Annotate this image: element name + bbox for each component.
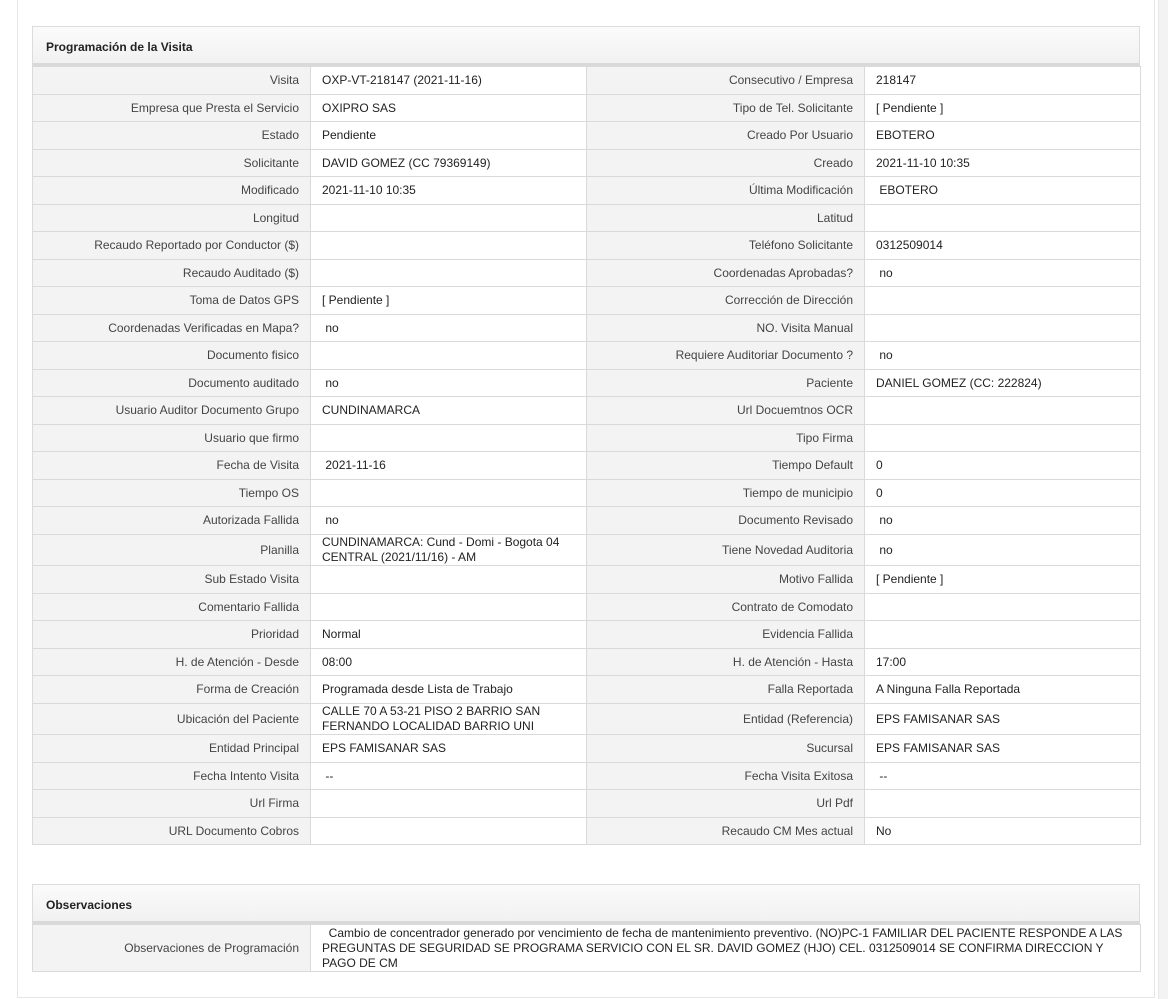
field-label: Modificado <box>33 177 311 205</box>
detail-row <box>33 594 1141 621</box>
vertical-scrollbar[interactable] <box>1158 0 1168 999</box>
visit-details-table <box>32 66 1141 845</box>
field-label: Url Firma <box>33 790 311 818</box>
detail-row <box>33 621 1141 649</box>
detail-row <box>33 507 1141 535</box>
field-label: H. de Atención - Desde <box>33 649 311 676</box>
field-label: Url Docuemtnos OCR <box>587 397 865 425</box>
field-label: NO. Visita Manual <box>587 315 865 342</box>
field-value <box>311 566 587 594</box>
field-value: [ Pendiente ] <box>865 95 1141 122</box>
observations-table <box>32 924 1141 972</box>
field-value <box>311 342 587 370</box>
observations-label: Observaciones de Programación <box>33 925 311 972</box>
field-label: Creado <box>587 150 865 177</box>
field-value: no <box>311 507 587 535</box>
field-value: [ Pendiente ] <box>311 287 587 315</box>
detail-row <box>33 535 1141 566</box>
field-value: A Ninguna Falla Reportada <box>865 676 1141 704</box>
field-value: OXIPRO SAS <box>311 95 587 122</box>
field-value <box>865 790 1141 818</box>
field-value: no <box>311 315 587 342</box>
field-value: no <box>311 370 587 397</box>
field-label: Última Modificación <box>587 177 865 205</box>
field-value: [ Pendiente ] <box>865 566 1141 594</box>
detail-row <box>33 452 1141 480</box>
field-label: Corrección de Dirección <box>587 287 865 315</box>
field-value: CUNDINAMARCA: Cund - Domi - Bogota 04 CENTRAL (2021/11/16) - AM <box>311 535 587 566</box>
field-label: Coordenadas Verificadas en Mapa? <box>33 315 311 342</box>
field-label: Recaudo Auditado ($) <box>33 260 311 287</box>
field-value <box>311 205 587 232</box>
field-label: Entidad Principal <box>33 735 311 763</box>
field-value: 17:00 <box>865 649 1141 676</box>
field-label: Toma de Datos GPS <box>33 287 311 315</box>
detail-row <box>33 704 1141 735</box>
field-value: -- <box>311 763 587 790</box>
observations-row <box>33 925 1141 972</box>
field-value <box>865 397 1141 425</box>
field-label: Autorizada Fallida <box>33 507 311 535</box>
field-label: Estado <box>33 122 311 150</box>
field-value <box>311 480 587 507</box>
field-value: 2021-11-10 10:35 <box>865 150 1141 177</box>
field-value: CUNDINAMARCA <box>311 397 587 425</box>
field-value: EBOTERO <box>865 177 1141 205</box>
field-label: Entidad (Referencia) <box>587 704 865 735</box>
field-value <box>865 205 1141 232</box>
field-value: 2021-11-10 10:35 <box>311 177 587 205</box>
field-label: Ubicación del Paciente <box>33 704 311 735</box>
field-label: URL Documento Cobros <box>33 818 311 845</box>
detail-row <box>33 763 1141 790</box>
detail-row <box>33 676 1141 704</box>
field-label: Motivo Fallida <box>587 566 865 594</box>
field-label: Evidencia Fallida <box>587 621 865 649</box>
detail-row <box>33 287 1141 315</box>
field-label: Requiere Auditoriar Documento ? <box>587 342 865 370</box>
field-value: EPS FAMISANAR SAS <box>865 735 1141 763</box>
field-value: EPS FAMISANAR SAS <box>865 704 1141 735</box>
field-label: Creado Por Usuario <box>587 122 865 150</box>
detail-row <box>33 480 1141 507</box>
field-value <box>311 425 587 452</box>
field-value: no <box>865 507 1141 535</box>
field-label: Url Pdf <box>587 790 865 818</box>
field-label: Falla Reportada <box>587 676 865 704</box>
observations-value: Cambio de concentrador generado por vencimiento de fecha de mantenimiento preventivo. (NO)PC-1 FAMILIAR DEL PACIENTE RESPONDE A LAS PREGUNTAS DE SEGURIDAD SE PROGRAMA SERVICIO CON EL SR. DAVID GOMEZ (HJO) CEL. 0312509014 SE CONFIRMA DIRECCION Y PAGO DE CM <box>311 925 1141 972</box>
detail-row <box>33 649 1141 676</box>
field-value <box>311 818 587 845</box>
detail-row <box>33 818 1141 845</box>
field-value: OXP-VT-218147 (2021-11-16) <box>311 67 587 95</box>
field-label: Tipo de Tel. Solicitante <box>587 95 865 122</box>
field-value: no <box>865 260 1141 287</box>
field-label: Tipo Firma <box>587 425 865 452</box>
field-value <box>865 621 1141 649</box>
field-value <box>311 594 587 621</box>
detail-row <box>33 566 1141 594</box>
field-label: Documento Revisado <box>587 507 865 535</box>
field-label: Tiempo Default <box>587 452 865 480</box>
field-value <box>865 287 1141 315</box>
field-value: Normal <box>311 621 587 649</box>
field-label: Usuario que firmo <box>33 425 311 452</box>
detail-row <box>33 95 1141 122</box>
field-value <box>865 315 1141 342</box>
observations-panel <box>32 884 1140 972</box>
field-label: Forma de Creación <box>33 676 311 704</box>
field-value: no <box>865 535 1141 566</box>
field-value: Programada desde Lista de Trabajo <box>311 676 587 704</box>
detail-row <box>33 232 1141 260</box>
field-label: H. de Atención - Hasta <box>587 649 865 676</box>
field-label: Visita <box>33 67 311 95</box>
detail-row <box>33 150 1141 177</box>
field-value: 0312509014 <box>865 232 1141 260</box>
field-value: -- <box>865 763 1141 790</box>
field-label: Fecha de Visita <box>33 452 311 480</box>
field-label: Consecutivo / Empresa <box>587 67 865 95</box>
field-label: Tiempo de municipio <box>587 480 865 507</box>
observations-header: Observaciones <box>32 884 1140 924</box>
field-value: CALLE 70 A 53-21 PISO 2 BARRIO SAN FERNANDO LOCALIDAD BARRIO UNI <box>311 704 587 735</box>
detail-row <box>33 205 1141 232</box>
field-value <box>311 790 587 818</box>
field-label: Coordenadas Aprobadas? <box>587 260 865 287</box>
visit-schedule-panel <box>32 26 1140 845</box>
visit-schedule-header: Programación de la Visita <box>32 26 1140 66</box>
field-label: Documento auditado <box>33 370 311 397</box>
field-label: Comentario Fallida <box>33 594 311 621</box>
field-label: Planilla <box>33 535 311 566</box>
field-value: EBOTERO <box>865 122 1141 150</box>
detail-row <box>33 397 1141 425</box>
field-label: Fecha Intento Visita <box>33 763 311 790</box>
field-value <box>865 594 1141 621</box>
field-label: Fecha Visita Exitosa <box>587 763 865 790</box>
field-label: Paciente <box>587 370 865 397</box>
detail-row <box>33 122 1141 150</box>
field-value: No <box>865 818 1141 845</box>
field-label: Documento fisico <box>33 342 311 370</box>
field-label: Recaudo Reportado por Conductor ($) <box>33 232 311 260</box>
field-value: 218147 <box>865 67 1141 95</box>
field-value: 08:00 <box>311 649 587 676</box>
field-label: Latitud <box>587 205 865 232</box>
field-value: Pendiente <box>311 122 587 150</box>
detail-row <box>33 260 1141 287</box>
field-value: no <box>865 342 1141 370</box>
field-label: Empresa que Presta el Servicio <box>33 95 311 122</box>
field-label: Sucursal <box>587 735 865 763</box>
field-value <box>865 425 1141 452</box>
field-label: Sub Estado Visita <box>33 566 311 594</box>
detail-row <box>33 177 1141 205</box>
field-label: Teléfono Solicitante <box>587 232 865 260</box>
field-value: EPS FAMISANAR SAS <box>311 735 587 763</box>
field-label: Usuario Auditor Documento Grupo <box>33 397 311 425</box>
field-label: Tiene Novedad Auditoria <box>587 535 865 566</box>
detail-row <box>33 370 1141 397</box>
detail-row <box>33 790 1141 818</box>
field-value: 0 <box>865 480 1141 507</box>
detail-row <box>33 735 1141 763</box>
detail-row <box>33 425 1141 452</box>
field-value: 0 <box>865 452 1141 480</box>
field-value <box>311 260 587 287</box>
field-label: Recaudo CM Mes actual <box>587 818 865 845</box>
field-label: Contrato de Comodato <box>587 594 865 621</box>
field-value <box>311 232 587 260</box>
field-value: DAVID GOMEZ (CC 79369149) <box>311 150 587 177</box>
field-label: Solicitante <box>33 150 311 177</box>
field-value: 2021-11-16 <box>311 452 587 480</box>
detail-row <box>33 67 1141 95</box>
field-value: DANIEL GOMEZ (CC: 222824) <box>865 370 1141 397</box>
detail-row <box>33 315 1141 342</box>
field-label: Longitud <box>33 205 311 232</box>
field-label: Tiempo OS <box>33 480 311 507</box>
detail-row <box>33 342 1141 370</box>
field-label: Prioridad <box>33 621 311 649</box>
